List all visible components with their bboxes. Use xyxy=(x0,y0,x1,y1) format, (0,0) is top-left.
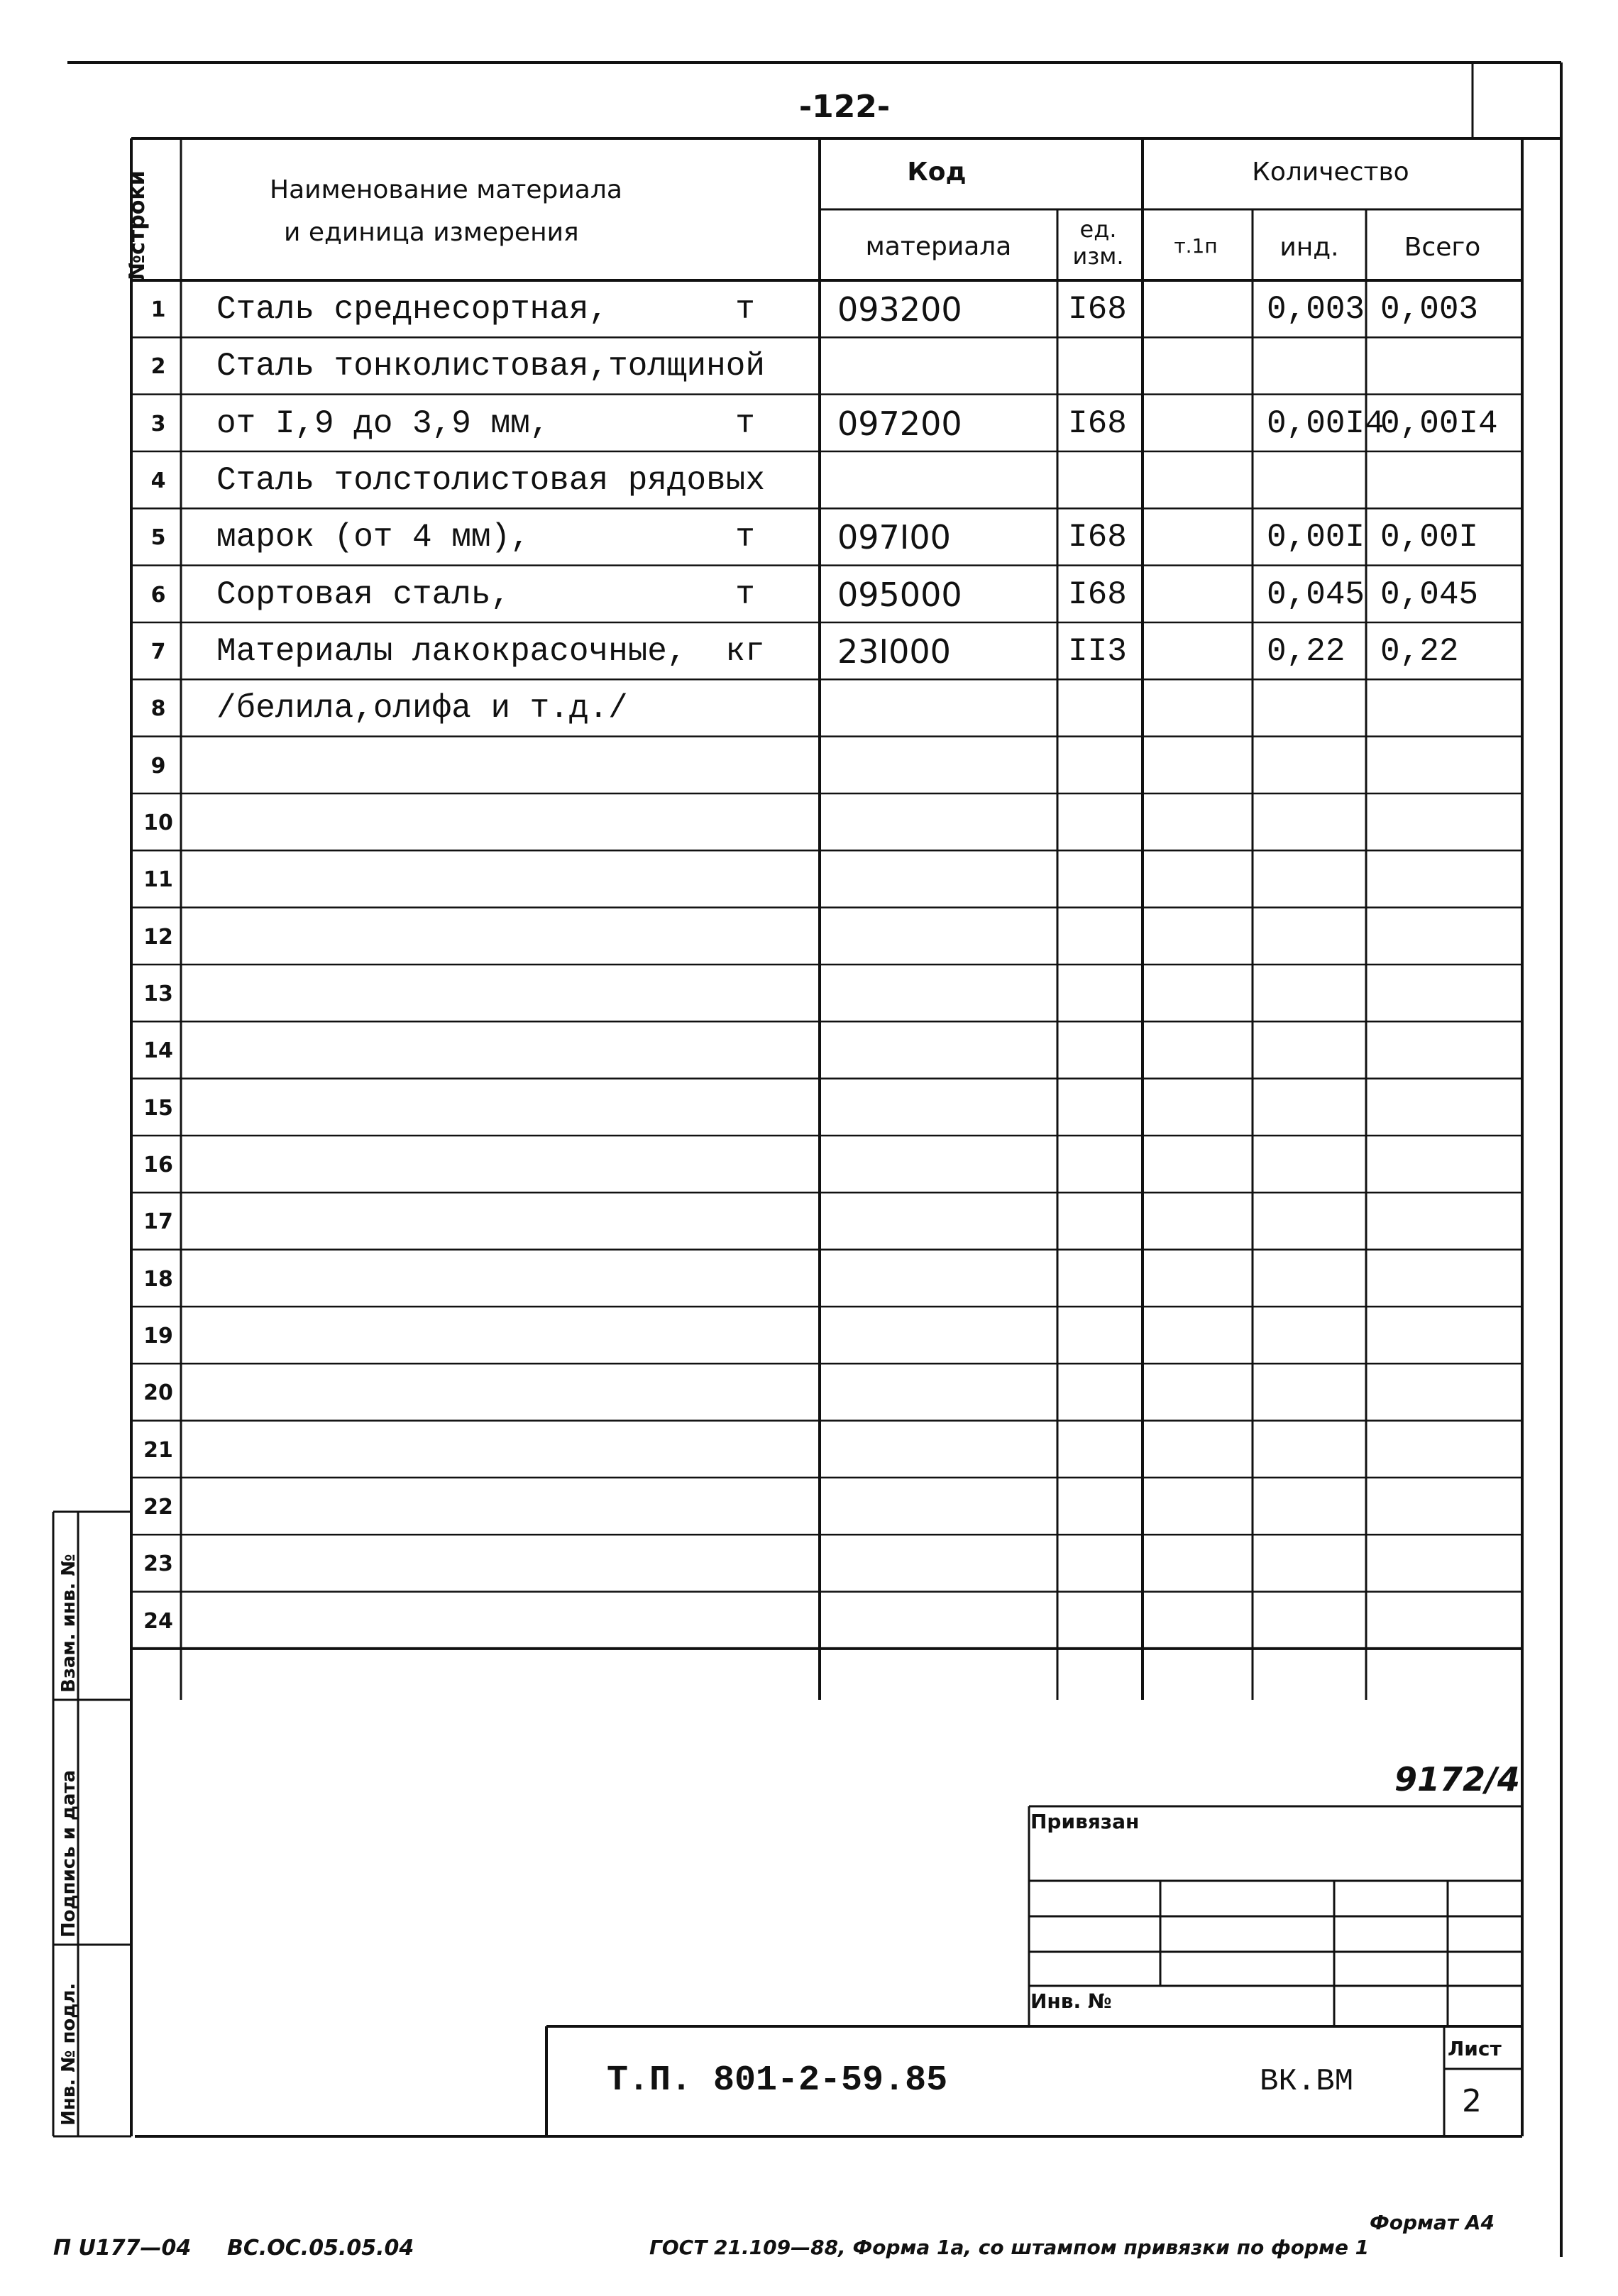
side-label-inv-orig: Инв. № подл. xyxy=(58,1982,79,2126)
document-number: 9172/4 xyxy=(1394,1760,1520,1798)
row-number: 21 xyxy=(143,1437,173,1463)
row-number: 9 xyxy=(150,753,166,779)
row-number: 11 xyxy=(143,867,173,893)
row-number: 24 xyxy=(143,1608,173,1634)
row-number: 19 xyxy=(143,1323,173,1349)
row-number: 6 xyxy=(150,582,166,608)
row-number: 16 xyxy=(143,1152,173,1177)
unit-code: I68 xyxy=(1068,519,1127,556)
row-number: 15 xyxy=(143,1095,173,1121)
footer-code-1: П U177—04 xyxy=(53,2236,192,2261)
unit-code: II3 xyxy=(1068,632,1127,670)
material-unit-name: т xyxy=(735,291,755,328)
header-quantity: Количество xyxy=(1252,158,1409,187)
row-number: 2 xyxy=(150,354,166,380)
header-total: Всего xyxy=(1404,233,1481,262)
row-number: 3 xyxy=(150,411,166,436)
footer-format: Формат А4 xyxy=(1370,2211,1495,2234)
row-number: 17 xyxy=(143,1209,173,1235)
header-material: материала xyxy=(865,232,1012,261)
material-code: 097I00 xyxy=(837,518,951,557)
material-name: Сталь среднесортная, xyxy=(216,291,609,328)
row-number: 14 xyxy=(143,1038,173,1064)
material-name: /белила,олифа и т.д./ xyxy=(216,690,628,727)
sheet-label: Лист xyxy=(1448,2037,1502,2060)
header-code: Код xyxy=(907,158,967,187)
row-number: 20 xyxy=(143,1380,173,1406)
material-name: Сталь тонколистовая,толщиной xyxy=(216,348,765,385)
row-number: 4 xyxy=(150,468,166,493)
material-code: 093200 xyxy=(837,290,962,329)
material-code: 095000 xyxy=(837,575,962,614)
row-number: 5 xyxy=(150,525,166,551)
quantity-ind: 0,22 xyxy=(1267,632,1345,670)
material-unit-name: т xyxy=(735,405,755,442)
row-number: 10 xyxy=(143,810,173,835)
material-name: Материалы лакокрасочные, xyxy=(216,632,687,670)
material-name: Сортовая сталь, xyxy=(216,576,511,613)
material-name: Сталь толстолистовая рядовых xyxy=(216,461,765,499)
header-tp: т.1п xyxy=(1174,234,1218,258)
row-number: 13 xyxy=(143,981,173,1006)
material-code: 23I000 xyxy=(837,632,951,671)
footer-gost: ГОСТ 21.109—88, Форма 1а, со штампом привязки по форме 1 xyxy=(649,2236,1370,2259)
quantity-total: 0,045 xyxy=(1380,576,1479,613)
stamp-inv-label: Инв. № xyxy=(1030,1989,1112,2013)
stamp-bound-label: Привязан xyxy=(1030,1810,1140,1833)
material-unit-name: т xyxy=(735,519,755,556)
row-number: 22 xyxy=(143,1494,173,1520)
page-number: -122- xyxy=(798,89,891,125)
quantity-total: 0,22 xyxy=(1380,632,1459,670)
quantity-ind: 0,00I xyxy=(1267,519,1365,556)
side-label-sign-date: Подпись и дата xyxy=(58,1769,79,1938)
side-label-change-inv: Взам. инв. № xyxy=(58,1554,79,1693)
row-number: 8 xyxy=(150,696,166,722)
material-code: 097200 xyxy=(837,404,962,443)
quantity-ind: 0,003 xyxy=(1267,291,1365,328)
header-row-number: №строки xyxy=(125,170,150,280)
row-number: 23 xyxy=(143,1551,173,1577)
material-unit-name: т xyxy=(735,576,755,613)
material-unit-name: кг xyxy=(725,632,765,670)
unit-code: I68 xyxy=(1068,576,1127,613)
header-name-line1: Наименование материала xyxy=(270,175,622,204)
header-unit-line1: ед. xyxy=(1079,216,1117,243)
header-ind: инд. xyxy=(1279,233,1339,262)
project-designation: Т.П. 801-2-59.85 xyxy=(607,2060,948,2101)
row-number: 1 xyxy=(150,297,166,322)
header-unit-line2: изм. xyxy=(1072,243,1124,270)
row-number: 12 xyxy=(143,924,173,950)
row-number: 7 xyxy=(150,639,166,664)
unit-code: I68 xyxy=(1068,405,1127,442)
quantity-total: 0,003 xyxy=(1380,291,1479,328)
material-name: от I,9 до 3,9 мм, xyxy=(216,405,550,442)
header-name-line2: и единица измерения xyxy=(284,218,579,247)
unit-code: I68 xyxy=(1068,291,1127,328)
footer-code-2: ВС.ОС.05.05.04 xyxy=(227,2236,414,2261)
quantity-total: 0,00I xyxy=(1380,519,1479,556)
quantity-total: 0,00I4 xyxy=(1380,405,1498,442)
quantity-ind: 0,00I4 xyxy=(1267,405,1385,442)
material-name: марок (от 4 мм), xyxy=(216,519,530,556)
row-number: 18 xyxy=(143,1266,173,1292)
sheet-number: 2 xyxy=(1462,2083,1482,2119)
document-mark: ВК.ВМ xyxy=(1260,2064,1354,2099)
quantity-ind: 0,045 xyxy=(1267,576,1365,613)
